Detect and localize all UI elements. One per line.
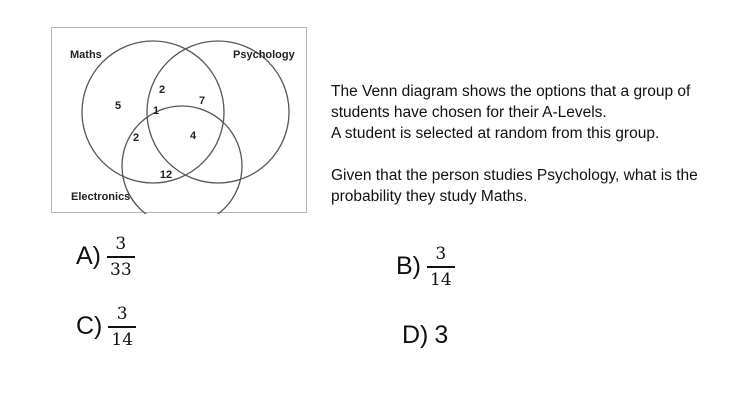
fraction-bar — [427, 266, 455, 268]
psychology-electronics-value: 4 — [189, 130, 197, 142]
question-line-3: Given that the person studies Psychology, what is the probability they study Maths. — [331, 167, 698, 205]
psychology-only-value: 7 — [198, 95, 206, 107]
maths-label: Maths — [70, 49, 102, 61]
option-b-denominator: 14 — [430, 269, 452, 290]
question-line-2: A student is selected at random from this group. — [331, 125, 660, 142]
maths-only-value: 5 — [114, 100, 122, 112]
option-a-letter: A) — [76, 242, 101, 271]
option-d[interactable] — [402, 321, 448, 350]
question-text — [331, 81, 731, 207]
fraction-bar — [107, 256, 135, 258]
option-d-value: 3 — [434, 321, 449, 349]
option-c-denominator: 14 — [111, 329, 134, 350]
option-a[interactable] — [76, 234, 135, 280]
fraction-bar — [108, 326, 136, 328]
psychology-circle — [147, 41, 289, 183]
option-c-numerator: 3 — [116, 304, 128, 324]
option-c-letter: C) — [76, 312, 103, 341]
psychology-label: Psychology — [233, 49, 295, 61]
option-a-denominator: 33 — [110, 259, 132, 280]
electronics-label: Electronics — [71, 191, 131, 203]
paragraph-spacer — [331, 144, 731, 165]
maths-psychology-value: 2 — [158, 84, 166, 96]
venn-diagram — [51, 27, 307, 213]
option-d-letter: D) — [402, 321, 429, 349]
electronics-circle — [122, 106, 242, 214]
venn-svg — [52, 28, 308, 214]
option-b-numerator: 3 — [435, 244, 447, 264]
option-c-fraction — [108, 304, 136, 350]
option-a-fraction — [107, 234, 135, 280]
option-c[interactable] — [76, 304, 136, 350]
option-b-letter: B) — [396, 252, 421, 281]
option-b-fraction — [427, 244, 455, 290]
all-three-value: 1 — [152, 105, 160, 117]
question-line-1: The Venn diagram shows the options that a group of students have chosen for their A-Levels. — [331, 83, 691, 121]
maths-electronics-value: 2 — [132, 132, 140, 144]
electronics-only-value: 12 — [159, 169, 173, 181]
option-a-numerator: 3 — [115, 234, 127, 254]
option-b[interactable] — [396, 244, 455, 290]
